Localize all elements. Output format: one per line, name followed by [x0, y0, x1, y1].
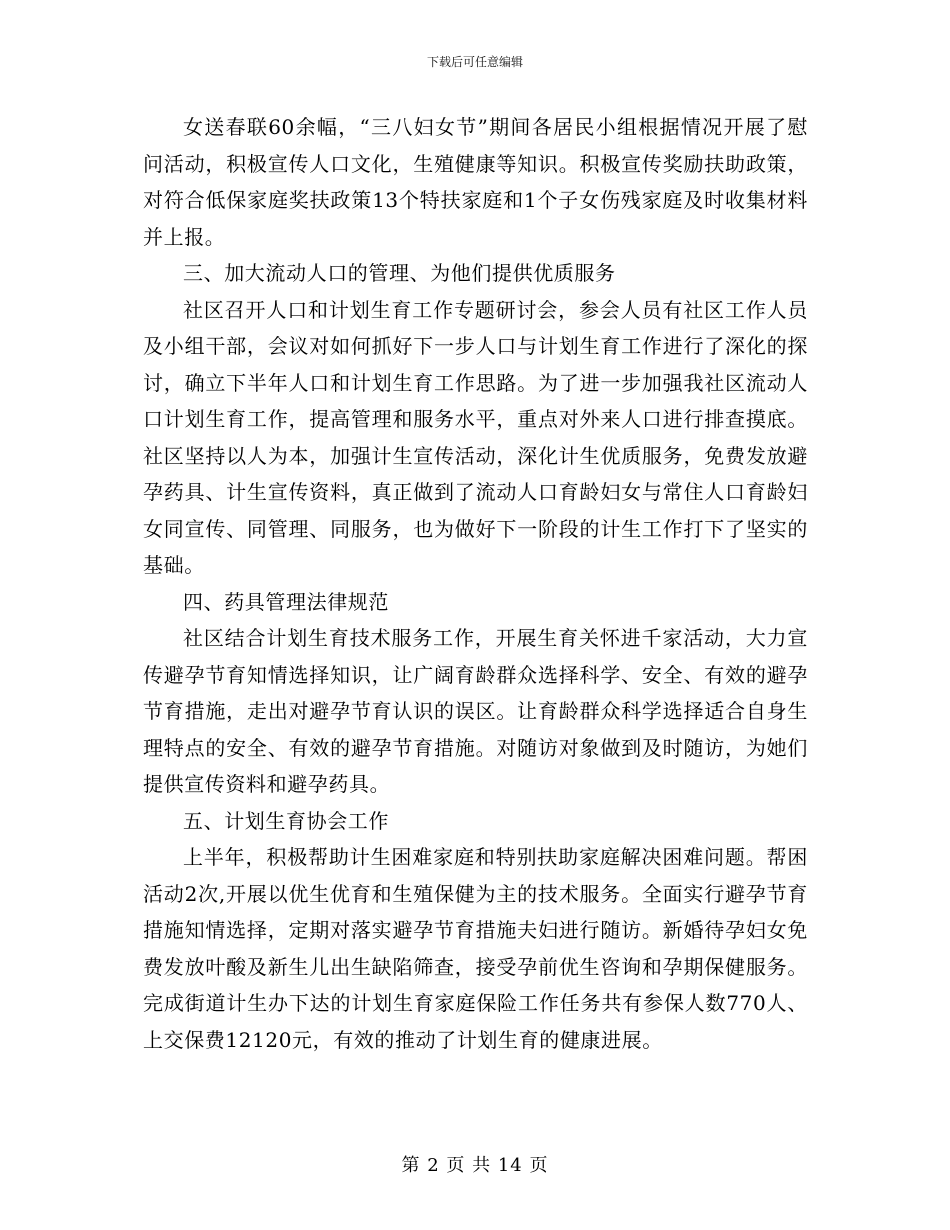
- page-header: 下载后可任意编辑: [426, 55, 523, 69]
- page-number-footer: 第 2 页 共 14 页: [401, 1155, 549, 1176]
- section-heading-5: 五、计划生育协会工作: [183, 808, 389, 833]
- paragraph-4: 上半年，积极帮助计生困难家庭和特别扶助家庭解决困难问题。帮困活动2次,开展以优生优育和生殖保健为主的技术服务。全面实行避孕节育措施知情选择，定期对落实避孕节育措施夫妇进行随访。新婚待孕妇女免费发放叶酸及新生儿出生缺陷筛查，接受孕前优生咨询和孕期保健服务。完成街道计生办下达的计划生育家庭保险工作任务共有参保人数770人、上交保费12120元，有效的推动了计划生育的健康进展。: [143, 845, 808, 1052]
- paragraph-3: 社区结合计划生育技术服务工作，开展生育关怀进千家活动，大力宣传避孕节育知情选择知识，让广阔育龄群众选择科学、安全、有效的避孕节育措施，走出对避孕节育认识的误区。让育龄群众科学选择适合自身生理特点的安全、有效的避孕节育措施。对随访对象做到及时随访，为她们提供宣传资料和避孕药具。: [143, 626, 808, 796]
- paragraph-2: 社区召开人口和计划生育工作专题研讨会，参会人员有社区工作人员及小组干部，会议对如何抓好下一步人口与计划生育工作进行了深化的探讨，确立下半年人口和计划生育工作思路。为了进一步加强我社区流动人口计划生育工作，提高管理和服务水平，重点对外来人口进行排查摸底。社区坚持以人为本，加强计生宣传活动，深化计生优质服务，免费发放避孕药具、计生宣传资料，真正做到了流动人口育龄妇女与常住人口育龄妇女同宣传、同管理、同服务，也为做好下一阶段的计生工作打下了坚实的基础。: [143, 297, 808, 577]
- section-heading-4: 四、药具管理法律规范: [183, 589, 389, 614]
- paragraph-1: 女送春联60余幅，“三八妇女节”期间各居民小组根据情况开展了慰问活动，积极宣传人口文化，生殖健康等知识。积极宣传奖励扶助政策，对符合低保家庭奖扶政策13个特扶家庭和1个子女伤残家庭及时收集材料并上报。: [143, 115, 808, 249]
- document-body: [143, 109, 808, 1058]
- section-heading-3: 三、加大流动人口的管理、为他们提供优质服务: [183, 261, 616, 285]
